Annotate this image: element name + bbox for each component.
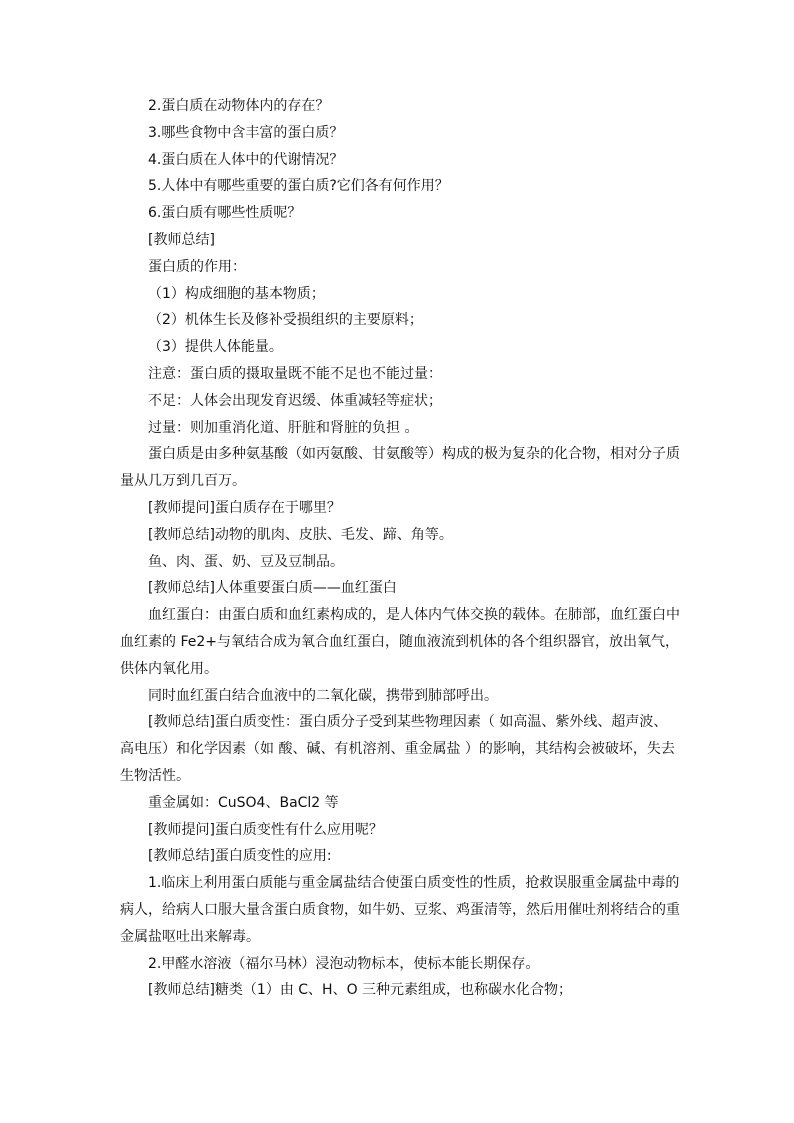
paragraph-line: 2.甲醛水溶液（福尔马林）浸泡动物标本，使标本能长期保存。 [148,955,540,972]
paragraph-line: 过量：则加重消化道、肝脏和肾脏的负担 。 [148,419,419,436]
paragraph-line: [教师总结]人体重要蛋白质——血红蛋白 [148,580,397,597]
paragraph-line: 不足：人体会出现发育迟缓、体重减轻等症状； [148,392,442,409]
paragraph-line: 病人，给病人口服大量含蛋白质食物，如牛奶、豆浆、鸡蛋清等，然后用催吐剂将结合的重 [120,901,680,918]
paragraph-line: 高电压）和化学因素（如 酸、碱、有机溶剂、重金属盐 ）的影响，其结构会被破坏，失去 [120,741,675,758]
question-line: 2.蛋白质在动物体内的存在？ [148,98,330,114]
paragraph-line: 鱼、肉、蛋、奶、豆及豆制品。 [148,553,344,570]
paragraph-line: 生物活性。 [120,767,190,784]
paragraph-line: 1.临床上利用蛋白质能与重金属盐结合使蛋白质变性的性质，抢救误服重金属盐中毒的 [148,875,680,892]
document-body [120,93,680,1004]
question-line: 3.哪些食物中含丰富的蛋白质？ [148,124,344,141]
paragraph-line: 重金属如：CuSO4、BaCl2 等 [148,794,339,811]
paragraph-line: 蛋白质的作用： [148,258,246,275]
paragraph-line: 蛋白质是由多种氨基酸（如丙氨酸、甘氨酸等）构成的极为复杂的化合物，相对分子质 [148,446,680,463]
paragraph-line: 血红素的 Fe2+与氧结合成为氧合血红蛋白，随血液流到机体的各个组织器官，放出氧气， [120,633,679,650]
list-item: （1）构成细胞的基本物质； [148,285,325,302]
paragraph-line: 同时血红蛋白结合血液中的二氧化碳，携带到肺部呼出。 [148,687,498,704]
question-line: 5.人体中有哪些重要的蛋白质?它们各有何作用？ [148,178,449,195]
paragraph-line: [教师总结]糖类（1）由 C、H、O 三种元素组成，也称碳水化合物； [148,982,573,999]
question-line: 6.蛋白质有哪些性质呢？ [148,205,302,222]
paragraph-line: [教师总结]蛋白质变性：蛋白质分子受到某些物理因素（ 如高温、紫外线、超声波、 [148,714,668,731]
paragraph-line: 血红蛋白：由蛋白质和血红素构成的，是人体内气体交换的载体。在肺部，血红蛋白中 [148,607,680,624]
paragraph-line: [教师提问]蛋白质存在于哪里？ [148,499,341,516]
paragraph-line: [教师总结]动物的肌肉、皮肤、毛发、蹄、角等。 [148,526,453,543]
list-item: （2）机体生长及修补受损组织的主要原料； [148,312,423,329]
paragraph-line: [教师总结]蛋白质变性的应用: [148,848,332,865]
question-line: 4.蛋白质在人体中的代谢情况？ [148,151,344,168]
paragraph-line: 量从几万到几百万。 [120,473,246,490]
paragraph-line: 供体内氧化用。 [120,660,218,677]
paragraph-line: 金属盐呕吐出来解毒。 [120,928,260,945]
paragraph-line: [教师提问]蛋白质变性有什么应用呢？ [148,821,383,838]
section-label: [教师总结] [148,231,215,248]
paragraph-line: 注意：蛋白质的摄取量既不能不足也不能过量： [148,365,442,382]
list-item: （3）提供人体能量。 [148,339,283,356]
